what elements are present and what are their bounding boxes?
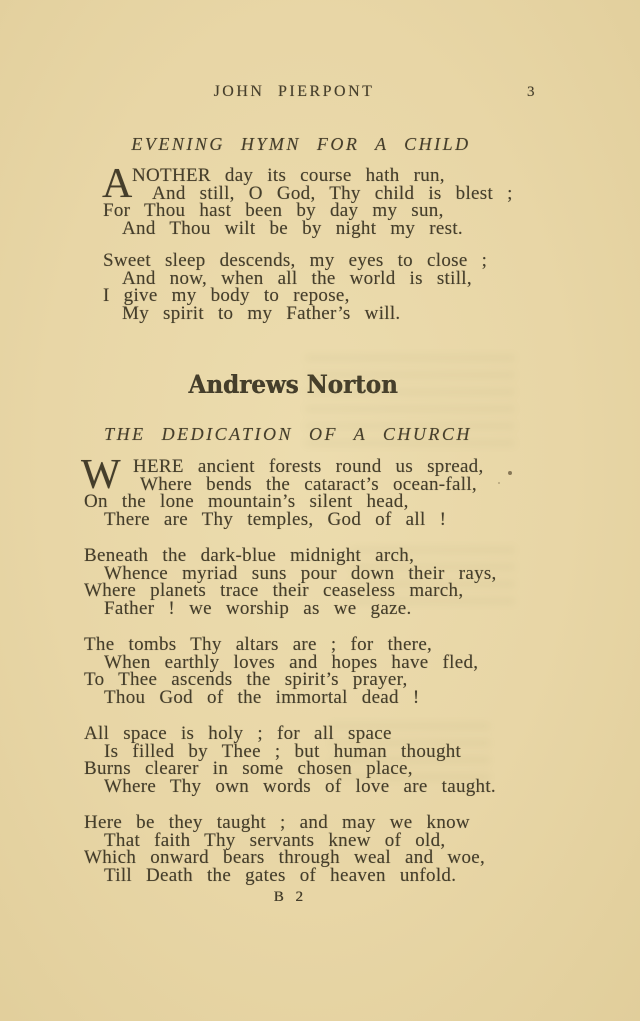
poem-title-dedication: THE DEDICATION OF A CHURCH: [104, 424, 472, 444]
poem-evening-hymn: [102, 161, 513, 337]
poem-line: That faith Thy servants knew of old,: [104, 829, 446, 851]
poem-line: And Thou wilt be by night my rest.: [122, 217, 463, 239]
poem-line: For Thou hast been by day my sun,: [103, 200, 444, 221]
poem-dedication: [81, 452, 497, 903]
running-head: JOHN PIERPONT: [213, 83, 375, 100]
poem-title-evening-hymn: EVENING HYMN FOR A CHILD: [131, 134, 471, 154]
poem-line: HERE ancient forests round us spread,: [133, 456, 484, 477]
poem-line: Thou God of the immortal dead !: [104, 686, 420, 708]
printer-signature-mark: B 2: [273, 889, 305, 905]
poem-line: Sweet sleep descends, my eyes to close ;: [103, 250, 488, 271]
poem-line: There are Thy temples, God of all !: [104, 508, 447, 530]
stanza: [84, 547, 497, 617]
poem-line: The tombs Thy altars are ; for there,: [84, 634, 433, 655]
poem-line: Beneath the dark-blue midnight arch,: [84, 545, 415, 566]
poem-line: When earthly loves and hopes have fled,: [104, 651, 479, 673]
poem-line: Till Death the gates of heaven unfold.: [104, 864, 457, 886]
poem-line: And still, O God, Thy child is blest ;: [152, 182, 513, 204]
poem-line: Is filled by Thee ; but human thought: [104, 740, 462, 762]
author-name: Andrews Norton: [188, 370, 398, 399]
stanza: [81, 452, 497, 530]
poem-line: Where Thy own words of love are taught.: [104, 775, 496, 797]
stanza: [102, 161, 513, 239]
poem-line: Here be they taught ; and may we know: [84, 812, 470, 833]
ink-speck: [498, 482, 500, 484]
poem-line: NOTHER day its course hath run,: [132, 165, 445, 186]
drop-cap: W: [81, 452, 121, 498]
poem-line: All space is holy ; for all space: [84, 723, 392, 744]
poem-line: And now, when all the world is still,: [122, 267, 472, 289]
drop-cap: A: [102, 161, 133, 207]
poem-line: Which onward bears through weal and woe,: [84, 847, 486, 868]
ink-speck: [508, 471, 512, 475]
stanza: [84, 636, 497, 706]
poem-line: Burns clearer in some chosen place,: [84, 758, 413, 779]
page-number: 3: [527, 84, 535, 100]
stanza: [84, 725, 497, 795]
stanza: [84, 814, 497, 884]
poem-line: My spirit to my Father’s will.: [122, 302, 401, 324]
poem-line: Where planets trace their ceaseless march,: [84, 580, 464, 601]
stanza: [103, 252, 513, 322]
poem-line: Father ! we worship as we gaze.: [104, 597, 412, 619]
poem-line: On the lone mountain’s silent head,: [84, 491, 409, 512]
poem-line: I give my body to repose,: [103, 285, 350, 306]
poem-line: To Thee ascends the spirit’s prayer,: [84, 669, 408, 690]
poem-line: Whence myriad suns pour down their rays,: [104, 562, 497, 584]
poem-line: Where bends the cataract’s ocean-fall,: [140, 473, 477, 495]
